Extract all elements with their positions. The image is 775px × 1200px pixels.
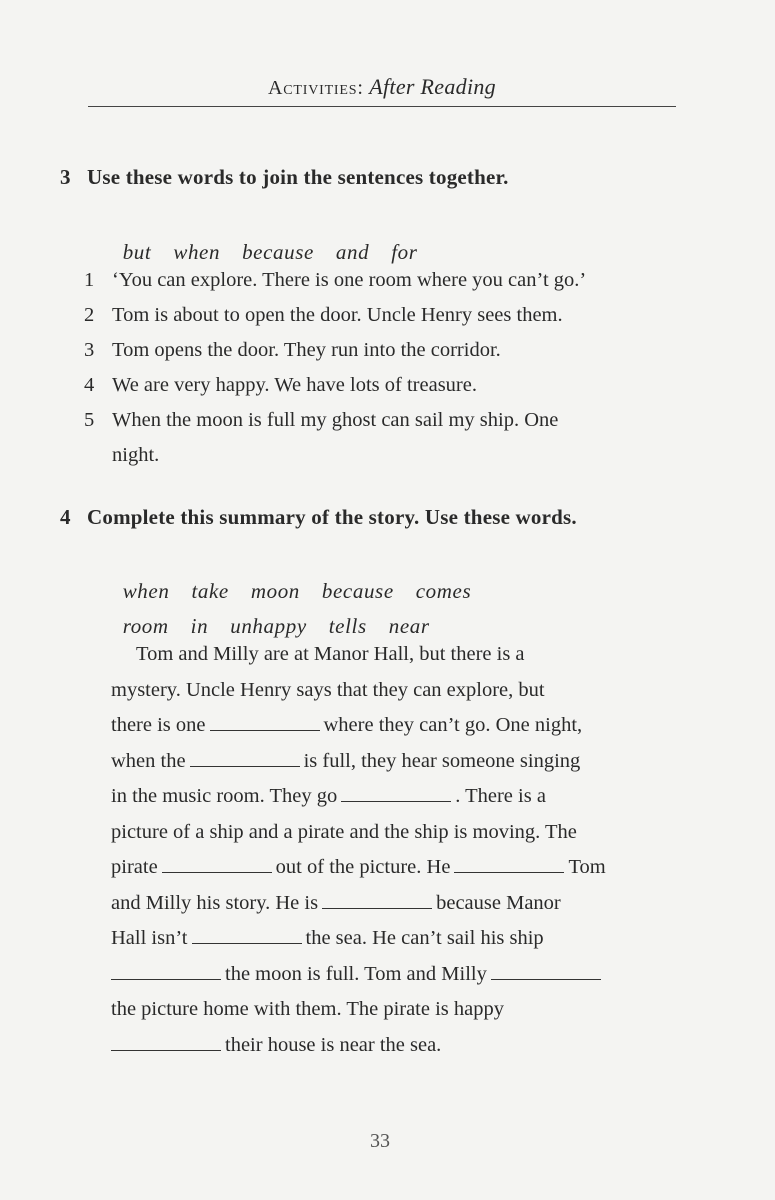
word: in [190, 614, 209, 638]
exercise-instruction: Complete this summary of the story. Use these words. [87, 505, 577, 529]
item-text: Tom is about to open the door. Uncle Henry sees them. [112, 304, 563, 326]
summary-text: the moon is full. Tom and Milly [225, 962, 487, 985]
summary-text: because Manor [436, 891, 561, 914]
item-text: When the moon is full my ghost can sail my ship. One [112, 409, 559, 431]
answer-blank[interactable] [322, 890, 432, 909]
word: comes [415, 579, 472, 603]
summary-text: out of the picture. He [275, 856, 451, 878]
summary-text: when the [111, 749, 186, 772]
header-title: After Reading [369, 74, 496, 99]
summary-text: there is one [111, 714, 206, 736]
summary-text: is full, they hear someone singing [303, 749, 581, 772]
list-item [84, 368, 684, 403]
summary-line [111, 886, 691, 922]
word: for [391, 240, 418, 264]
word: moon [250, 579, 300, 603]
word: because [242, 240, 314, 264]
list-item [84, 263, 684, 298]
summary-paragraph [111, 637, 691, 1063]
summary-line [111, 744, 691, 780]
word: when [122, 579, 170, 603]
summary-text: Hall isn’t [111, 927, 188, 949]
list-item-continuation [84, 438, 684, 473]
exercise-3-word-bank [111, 215, 440, 265]
answer-blank[interactable] [210, 712, 320, 731]
summary-text: . There is a [455, 785, 546, 807]
summary-text: the sea. He can’t sail his ship [305, 927, 544, 949]
summary-line [111, 957, 691, 993]
summary-line: Tom and Milly are at Manor Hall, but there is a [136, 643, 525, 665]
answer-blank[interactable] [454, 854, 564, 873]
answer-blank[interactable] [190, 748, 300, 767]
header-activities: Activities: [268, 77, 364, 99]
item-number: 1 [84, 269, 95, 291]
summary-text: their house is near the sea. [225, 1033, 442, 1056]
summary-line [111, 921, 691, 957]
exercise-number: 4 [60, 505, 71, 529]
exercise-4-word-bank-row-2 [111, 589, 452, 639]
list-item [84, 403, 684, 438]
word: unhappy [230, 614, 307, 638]
word: near [388, 614, 430, 638]
list-item [84, 333, 684, 368]
summary-line: picture of a ship and a pirate and the ship is moving. The [111, 820, 577, 843]
answer-blank[interactable] [111, 961, 221, 980]
summary-line: the picture home with them. The pirate is happy [111, 998, 505, 1020]
item-number: 2 [84, 304, 95, 326]
word: because [321, 579, 394, 603]
item-text: night. [112, 444, 160, 466]
item-number: 3 [84, 339, 95, 361]
answer-blank[interactable] [162, 854, 272, 873]
word: tells [328, 614, 367, 638]
list-item [84, 298, 684, 333]
summary-text: and Milly his story. He is [111, 891, 319, 914]
item-text: We are very happy. We have lots of treasure. [112, 374, 477, 396]
exercise-number: 3 [60, 165, 71, 189]
summary-text: in the music room. They go [111, 785, 338, 807]
summary-text: where they can’t go. One night, [323, 714, 583, 736]
item-number: 5 [84, 409, 95, 431]
item-number: 4 [84, 374, 95, 396]
exercise-3-heading [60, 165, 509, 190]
answer-blank[interactable] [192, 925, 302, 944]
item-text: Tom opens the door. They run into the corridor. [112, 339, 501, 361]
summary-line [111, 779, 691, 815]
page-number: 33 [370, 1130, 390, 1152]
word: but [122, 240, 152, 264]
summary-line: mystery. Uncle Henry says that they can explore, but [111, 678, 545, 701]
word: and [335, 240, 370, 264]
answer-blank[interactable] [341, 783, 451, 802]
summary-line [111, 708, 691, 744]
item-text: ‘You can explore. There is one room where you can’t go.’ [112, 269, 587, 291]
exercise-4-heading [60, 505, 577, 530]
summary-text: Tom [568, 856, 606, 878]
exercise-instruction: Use these words to join the sentences together. [87, 165, 509, 189]
answer-blank[interactable] [111, 1032, 221, 1051]
answer-blank[interactable] [491, 961, 601, 980]
summary-text: pirate [111, 856, 158, 878]
header-rule [88, 106, 676, 107]
summary-line [111, 1028, 691, 1064]
running-header [88, 74, 676, 100]
word: room [122, 614, 169, 638]
word: when [173, 240, 221, 264]
word: take [191, 579, 229, 603]
summary-line [111, 850, 691, 886]
